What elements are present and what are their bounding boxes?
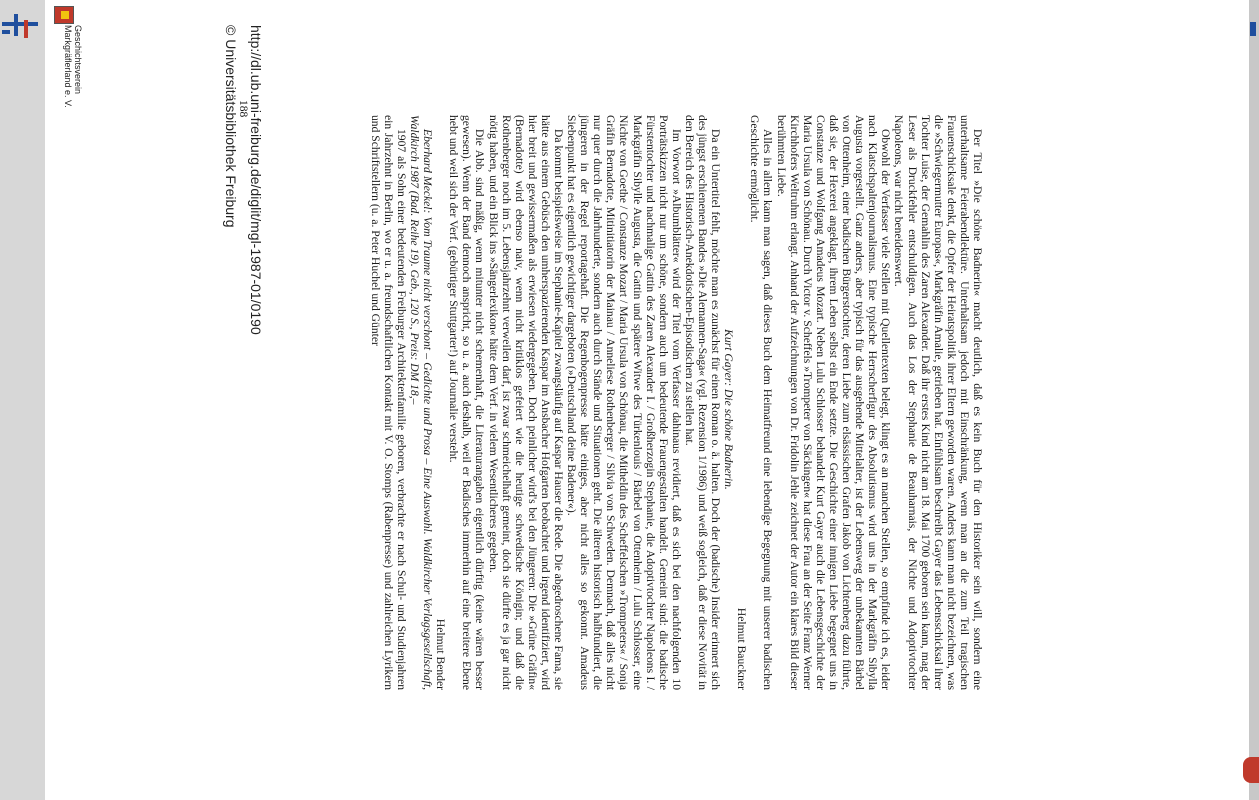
review2-paragraph-3: Da kommt beispielsweise im Stephanie-Kapitel zwangsläufig auf Kaspar Hauser die Rede. Die abgedroschene Fama, sie hätte aus einem Gebüsch den umherspazierenden Kaspar im Ansbacher Hofgarten beobachtet und irgend identifiziert, wird hier breit und gewissermaßen als erwiesen wiedergegeben. Doch peinlicher wird's bei den Jüngeren: Die »Grüne Gräfin« (Bernadotte) wird ebenso naiv, wenn nicht kritiklos gefeiert wie die heutige schwedische Königin; und daß die Rothenberger noch im 5. Lebensjahrzehnt verweilen darf, ist zwar schmeichelhaft gemeint, doch sie dürfte es ja gar nicht nötig haben, und ein Blick ins »Sängerlexikon« hätte dem Verf. in vielem Wesentlicheres gegeben. xyxy=(486,115,565,690)
partner-label xyxy=(63,25,83,108)
page-number: 188 xyxy=(237,100,249,118)
right-badge-icon xyxy=(1243,757,1259,783)
review2-signature: Helmut Bender xyxy=(434,618,448,690)
review2-paragraph-1: Da ein Untertitel fehlt, möchte man es zunächst für einen Roman o. ä. halten. Doch der (badische) Insider erinnert sich des jüngst erschienenen Bandes »Die Alemannen-Saga« (vgl. Rezension 1/1986) und weiß sogleich, daß er diese Novität in den Bereich des Historisch-Anekdotischen-Episodischen zu stellen hat. xyxy=(682,115,723,690)
partner-line-1: Geschichtsverein xyxy=(73,25,83,95)
review3-bibliography: Eberhard Meckel: Vom Traume nicht verschont – Gedichte und Prosa – Eine Auswahl. Waldkircher Verlagsgesellschaft, Waldkirch 1987 (Bad. Reihe 19). Geb., 120 S., Preis: DM 18,– xyxy=(407,115,435,690)
right-margin-strip xyxy=(1249,0,1259,800)
right-logo-icon xyxy=(1250,22,1256,36)
review1-paragraph-3: Alles in allem kann man sagen, daß dieses Buch dem Heimatfreund eine lebendige Begegnung mit unserer badischen Geschichte ermöglicht. xyxy=(748,115,775,690)
left-margin-strip xyxy=(0,0,45,800)
review3-paragraph-1: 1907 als Sohn einer bedeutenden Freiburger Architektenfamilie geboren, verbrachte er nach Schul- und Studienjahren ein Jahrzehnt in Berlin, wo er u. a. freundschaftlichen Kontakt mit V. O. Stomps (Rabenpresse) und zahlreichen Lyrikern und Schriftstellern (u. a. Peter Huchel und Günter xyxy=(368,115,408,690)
review2-paragraph-4: Die Abb. sind mäßig, wenn mitunter nicht schemenhaft, die Literaturangaben eigentlich dürftig (keine wären besser gewesen). Wenn der Band dennoch anspricht, so u. a. auch deshalb, weil er Badisches immerhin auf eine breitere Ebene hebt und weil sich der Verf. (gebürtiger Stuttgarter!) auf Journalie versteht. xyxy=(447,115,487,690)
watermark-copyright: © Universitätsbibliothek Freiburg xyxy=(223,25,239,228)
review2-title: Kurt Gayer: Die schöne Badnerin. xyxy=(722,329,736,490)
watermark-url[interactable]: http://dl.ub.uni-freiburg.de/diglit/mgl-1987-01/0190 xyxy=(248,25,264,335)
review1-paragraph-2: Obwohl der Verfasser viele Stellen mit Quellentexten belegt, klingt es an manchen Stellen, so empfinde ich es, leider nach Klatschspaltenjournalismus. Eine typische Herrscherfigur des Absolutismus wird uns in der Markgräfin Sibylla Augusta vorgestellt. Ganz anders, aber typisch für das ausgehende Mittelalter, ist der Lebensweg der unbekannten Bärbel von Ottenheim, einer badischen Bürgerstochter, deren Liebe zum elsässischen Grafen Jakob von Lichtenberg dazu führte, daß sie, der Hexerei angeklagt, ihrem Leben selbst ein Ende setzte. Die Geschichte einer innigen Liebe begegnet uns in Constanze und Wolfgang Amadeus Mozart. Neben Lulu Schlosser behandelt Kurt Gayer auch die Lebensgeschichte der Maria Ursula von Schönau. Durch Victor v. Scheffels »Trompeter von Säckingen« hat diese Frau an der Seite Franz Werner Kirchhofers Weltruhm erlangt. Anhand der Aufzeichnungen von Dr. Fridolin Jehle zeichnet der Autor ein klares Bild dieser berühmten Liebe. xyxy=(774,115,893,690)
text-column xyxy=(369,115,984,690)
library-logo-icon xyxy=(2,14,38,40)
review2-paragraph-2: Im Vorwort »Albumblätter« wird der Titel vom Verfasser dahinaus revidiert, daß es sich bei den nachfolgenden 10 Porträtskizzen nicht nur um schöne, sondern auch um bedeutende Frauengestalten handelt. Gemeint sind: die badische Fürstentochter und nachmalige Gattin des Zaren Alexander I. / Großherzogin Stephanie, die Adoptivtochter Napoleons I. / Markgräfin Sibylle Augusta, die Gattin und spätere Witwe des Türkenlouis / Bärbel von Ottenheim / Lulu Schlosser, eine Nichte von Goethe / Constanze Mozart / Maria Ursula von Schönau, die Mitheldin des Scheffelschen »Trompeters« / Sonja Gräfin Bernadotte, Mitinitiatorin der Mainau / Anneliese Rothenberger / Silvia von Schweden. Demnach, daß alles nicht nur quer durch die Jahrhunderte, sondern auch durch Stände und Situationen geht. Die älteren historisch halbfundiert, die jüngeren in der Regel reportagehaft. Die Regenbogenpresse hätte einiges, aber nicht alles so gekonnt. Amadeus Siebenpunkt hat es eigentlich gewichtiger dargeboten (»Deutschland deine Badener«). xyxy=(565,115,683,690)
partner-line-2: Markgräflerland e. V. xyxy=(63,25,73,108)
scanned-page xyxy=(45,0,1249,800)
rotated-page-content xyxy=(45,0,1249,800)
review1-signature: Helmut Bauckner xyxy=(735,607,749,690)
review1-paragraph-1: Der Titel »Die schöne Badnerin« macht deutlich, daß es kein Buch für den Historiker sein will, sondern eine unterhaltsame Feierabendlektüre. Unterhaltsam jedoch mit Einschränkung, wenn man an die zum Teil tragischen Frauenschicksale denkt, die Opfer der Heiratspolitik ihrer Eltern geworden waren. Anders kann man nicht bezeichnen, was die »Schwiegermutter Europas«, Markgräfin Amalie, getrieben hat. Einfühlsam beschreibt Gayer das Lebensschicksal ihrer Tochter Luise, der Gemahlin des Zaren Alexander. Daß ihr erstes Kind nicht am 18. Mai 1700 geboren sein kann, mag der Leser als Druckfehler entschuldigen. Auch das Los der Stephanie de Beauharnais, der Nichte und Adoptivtochter Napoleons, war nicht beneidenswert. xyxy=(892,115,984,690)
coat-of-arms-icon xyxy=(54,6,74,24)
